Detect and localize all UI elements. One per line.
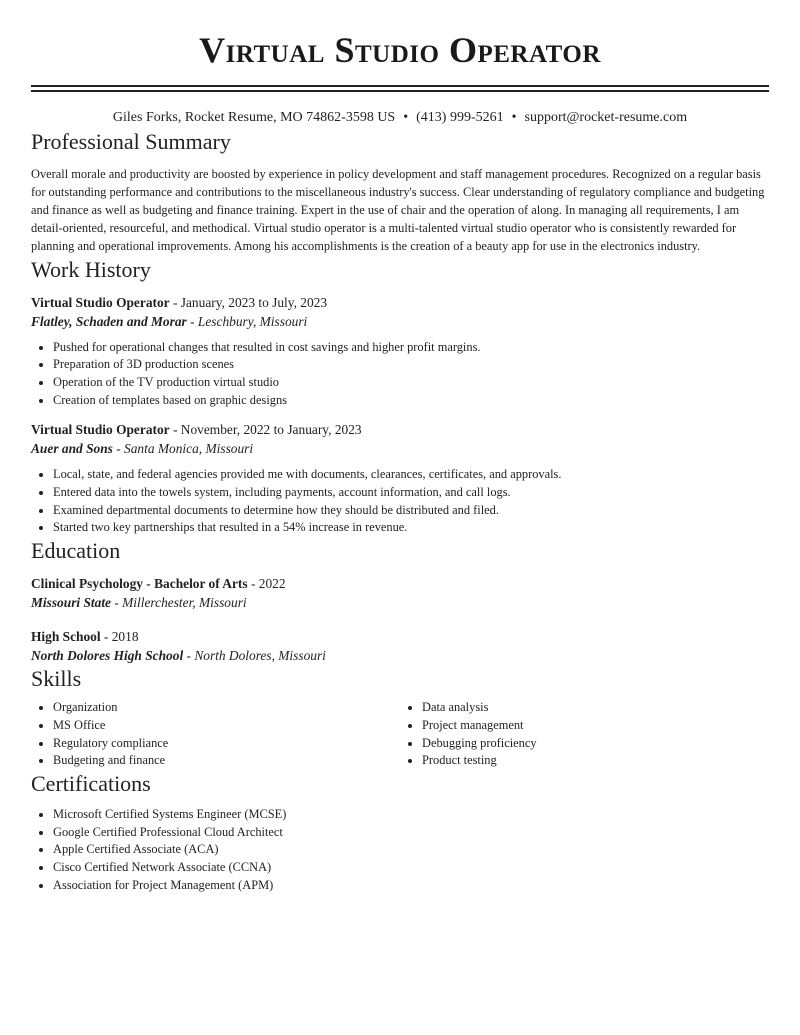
header-divider: [31, 85, 769, 92]
certifications-heading: Certifications: [31, 770, 151, 796]
contact-separator: •: [511, 110, 517, 125]
job-location: - Santa Monica, Missouri: [112, 441, 254, 457]
education-year: - 2022: [247, 576, 286, 592]
education-degree-line: [31, 628, 769, 646]
summary-heading: Professional Summary: [31, 129, 231, 154]
job-title-line: [31, 294, 769, 312]
education-entry: [31, 575, 769, 612]
education-school: North Dolores High School: [31, 648, 184, 664]
education-degree: Clinical Psychology - Bachelor of Arts: [31, 576, 248, 592]
job-duty: • Preparation of 3D production scenes: [53, 356, 769, 374]
education-location: - Millerchester, Missouri: [111, 595, 247, 611]
certification-item: • Association for Project Management (APM): [53, 877, 769, 895]
education-school-line: [31, 647, 769, 665]
job-duty: • Examined departmental documents to determine how they should be distributed and filed.: [53, 502, 769, 520]
skills-list-left: [31, 699, 400, 770]
job-duty: • Started two key partnerships that resulted in a 54% increase in revenue.: [53, 519, 769, 537]
education-entry: [31, 628, 769, 665]
education-degree-line: [31, 575, 769, 593]
skill-item: • Project management: [422, 717, 769, 735]
job-duty: • Local, state, and federal agencies provided me with documents, clearances, certificates, and approvals.: [53, 466, 769, 484]
job-title: Virtual Studio Operator: [31, 294, 170, 310]
job-duties-list: [31, 466, 769, 537]
contact-phone: (413) 999-5261: [416, 110, 504, 125]
skills-list-right: [400, 699, 769, 770]
job-company-line: [31, 313, 769, 331]
job-entry: [31, 421, 769, 537]
certification-item: • Apple Certified Associate (ACA): [53, 841, 769, 859]
skills-columns: [31, 699, 769, 770]
contact-separator: •: [403, 110, 409, 125]
job-duty: • Creation of templates based on graphic designs: [53, 392, 769, 410]
job-duty: • Entered data into the towels system, including payments, account information, and call logs.: [53, 484, 769, 502]
job-company: Flatley, Schaden and Morar: [31, 313, 187, 329]
skill-item: • Data analysis: [422, 699, 769, 717]
skills-heading: Skills: [31, 666, 82, 692]
contact-line: [31, 108, 769, 128]
skill-item: • Product testing: [422, 752, 769, 770]
education-degree: High School: [31, 629, 101, 645]
education-location: - North Dolores, Missouri: [183, 648, 326, 664]
job-duty: • Operation of the TV production virtual studio: [53, 374, 769, 392]
contact-email[interactable]: support@rocket-resume.com: [524, 110, 688, 125]
skill-item: • Regulatory compliance: [53, 735, 400, 753]
job-company-line: [31, 440, 769, 458]
job-dates: - November, 2022 to January, 2023: [169, 422, 362, 438]
certification-item: • Cisco Certified Network Associate (CCNA): [53, 859, 769, 877]
job-duties-list: [31, 339, 769, 410]
education-school-line: [31, 594, 769, 612]
certification-item: • Google Certified Professional Cloud Architect: [53, 824, 769, 842]
education-year: - 2018: [100, 629, 139, 645]
skill-item: • Debugging proficiency: [422, 735, 769, 753]
skill-item: • MS Office: [53, 717, 400, 735]
job-location: - Leschbury, Missouri: [186, 313, 308, 329]
education-heading: Education: [31, 538, 121, 564]
job-title: Virtual Studio Operator: [31, 422, 170, 438]
contact-address: Giles Forks, Rocket Resume, MO 74862-3598 US: [112, 110, 396, 125]
job-company: Auer and Sons: [31, 441, 113, 457]
job-title-line: [31, 421, 769, 439]
work-history-heading: Work History: [31, 256, 151, 282]
job-entry: [31, 294, 769, 410]
certification-item: • Microsoft Certified Systems Engineer (MCSE): [53, 806, 769, 824]
job-duty: • Pushed for operational changes that resulted in cost savings and higher profit margins.: [53, 339, 769, 357]
candidate-name: Virtual Studio Operator: [199, 30, 601, 70]
education-school: Missouri State: [31, 595, 111, 611]
skill-item: • Budgeting and finance: [53, 752, 400, 770]
job-dates: - January, 2023 to July, 2023: [169, 294, 328, 310]
summary-text: Overall morale and productivity are boosted by experience in policy development and staff management procedures. Recognized on a regular basis for outstanding performance and contributions to the miscellaneous industry's success. Clear understanding of regulatory compliance and budgeting and finance as well as budgeting and finance training. Expert in the use of chair and the operation of along. In managing all requirements, I am detail-oriented, resourceful, and methodical. Virtual studio operator is a multi-talented virtual studio operator who is consistently rewarded for planning and operational improvements. Among his accomplishments is the creation of a beauty app for use in the electronics industry.: [31, 167, 765, 253]
skill-item: • Organization: [53, 699, 400, 717]
certifications-list: [31, 806, 769, 895]
